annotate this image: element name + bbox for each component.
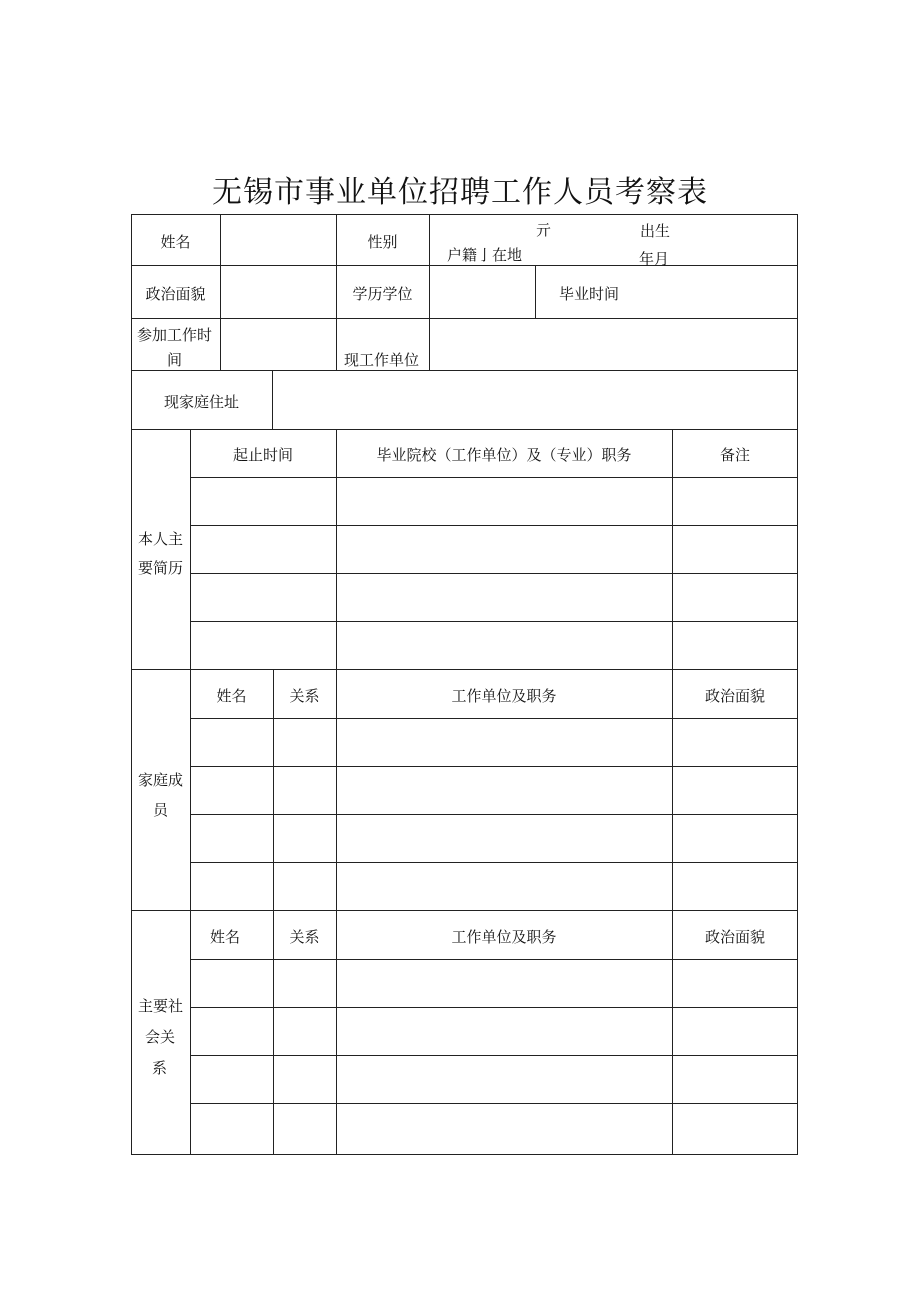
row-divider (190, 862, 798, 863)
address-label: 现家庭住址 (163, 393, 239, 411)
col-divider (220, 214, 221, 370)
row-divider (190, 573, 798, 574)
work-start-label-line2: 间 (167, 351, 183, 369)
row-divider (190, 1055, 798, 1056)
family-header-name: 姓名 (216, 687, 247, 705)
hukou-mark: 亓 (536, 221, 552, 239)
row-divider (190, 1103, 798, 1104)
work-start-label-line1: 参加工作时 (137, 326, 213, 344)
education-label: 学历学位 (352, 285, 413, 303)
resume-section-label-line2: 要简历 (138, 559, 184, 577)
social-section-label-line3: 系 (152, 1059, 168, 1077)
col-divider (672, 429, 673, 669)
row-divider (190, 959, 798, 960)
social-header-name: 姓名 (209, 928, 240, 946)
name-label: 姓名 (160, 233, 191, 251)
col-divider (190, 429, 191, 1155)
row-divider (131, 910, 798, 911)
row-divider (190, 477, 798, 478)
row-divider (131, 429, 798, 430)
birth-label-line1: 出生 (640, 222, 671, 240)
page-title: 无锡市事业单位招聘工作人员考察表 (212, 175, 708, 210)
graduation-label: 毕业时间 (559, 285, 620, 303)
row-divider (131, 265, 798, 266)
row-divider (190, 525, 798, 526)
birth-label-line2: 年月 (639, 250, 670, 268)
row-divider (190, 718, 798, 719)
family-header-unit-position: 工作单位及职务 (451, 687, 557, 705)
social-section-label-line2: 会关 (145, 1028, 176, 1046)
politics-label: 政治面貌 (145, 285, 206, 303)
row-divider (190, 1007, 798, 1008)
family-section-label-line1: 家庭成 (138, 771, 184, 789)
row-divider (190, 621, 798, 622)
row-divider (131, 370, 798, 371)
row-divider (190, 814, 798, 815)
col-divider (429, 214, 430, 370)
resume-header-remarks: 备注 (719, 446, 750, 464)
col-divider (272, 370, 273, 429)
row-divider (131, 669, 798, 670)
social-header-unit-position: 工作单位及职务 (451, 928, 557, 946)
form-table (131, 214, 798, 1155)
social-section-label-line1: 主要社 (138, 997, 184, 1015)
resume-header-period: 起止时间 (232, 446, 293, 464)
social-header-relation: 关系 (289, 928, 320, 946)
social-header-politics: 政治面貌 (704, 928, 765, 946)
gender-label: 性别 (367, 233, 398, 251)
row-divider (190, 766, 798, 767)
resume-section-label-line1: 本人主 (138, 530, 184, 548)
current-unit-label: 现工作单位 (344, 351, 420, 369)
hukou-label: 户籍亅在地 (447, 246, 523, 264)
row-divider (131, 318, 798, 319)
col-divider (535, 265, 536, 318)
col-divider (336, 429, 337, 669)
resume-header-school-unit: 毕业院校（工作单位）及（专业）职务 (376, 446, 632, 464)
family-header-relation: 关系 (289, 687, 320, 705)
family-section-label-line2: 员 (153, 801, 169, 819)
family-header-politics: 政治面貌 (704, 687, 765, 705)
